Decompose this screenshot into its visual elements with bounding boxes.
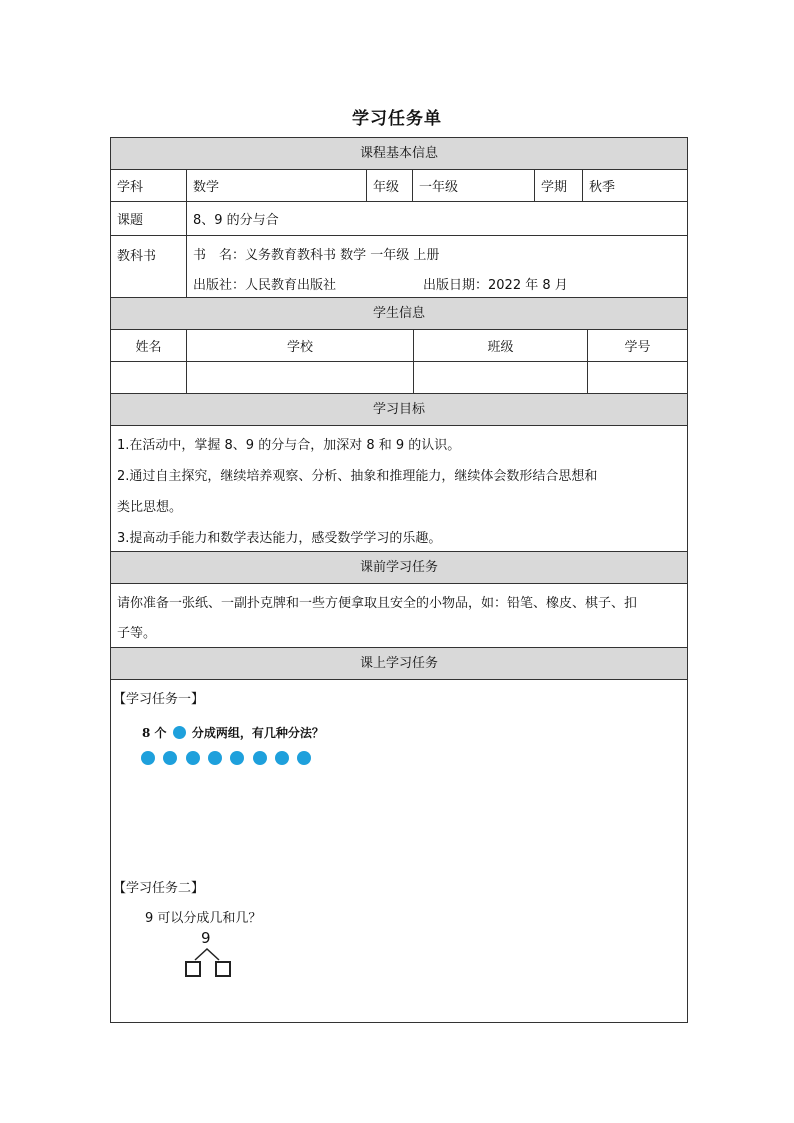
- answer-box-left[interactable]: [185, 961, 201, 977]
- name-field[interactable]: [111, 362, 187, 393]
- task1-question-suffix: 分成两组，有几种分法？: [191, 726, 324, 740]
- section-in-class: 课上学习任务: [111, 648, 687, 680]
- task1-heading: 【学习任务一】: [113, 692, 205, 707]
- section-goals: 学习目标: [111, 394, 687, 426]
- textbook-info: [187, 236, 687, 297]
- counter-dot: [163, 751, 177, 765]
- counter-dot: [208, 751, 222, 765]
- pre-task-line: 子等。: [117, 626, 157, 641]
- answer-box-right[interactable]: [215, 961, 231, 977]
- split-number: 9: [201, 929, 211, 947]
- header-student-id: 学号: [624, 340, 651, 355]
- counter-dot: [141, 751, 155, 765]
- pre-class-block: [111, 584, 687, 648]
- page-title: 学习任务单: [352, 109, 442, 129]
- section-course-info: 课程基本信息: [111, 138, 687, 170]
- pre-task-line: 请你准备一张纸、一副扑克牌和一些方便拿取且安全的小物品，如：铅笔、橡皮、棋子、扣: [117, 596, 638, 611]
- publish-date: 出版日期：2022 年 8 月: [423, 278, 568, 293]
- counter-dot: [253, 751, 267, 765]
- class-field[interactable]: [414, 362, 588, 393]
- student-value-row: [111, 362, 687, 394]
- counter-dot: [297, 751, 311, 765]
- grade-value: 一年级: [413, 170, 535, 201]
- course-row-subject: [111, 170, 687, 202]
- counter-dot: [275, 751, 289, 765]
- in-class-block: [111, 680, 687, 1022]
- counter-dot: [186, 751, 200, 765]
- goal-item: 3.提高动手能力和数学表达能力，感受数学学习的乐趣。: [117, 531, 442, 546]
- blue-dot-icon: [173, 726, 186, 739]
- student-header-row: [111, 330, 687, 362]
- goals-block: [111, 426, 687, 552]
- goal-item: 1.在活动中，掌握 8、9 的分与合，加深对 8 和 9 的认识。: [117, 438, 461, 453]
- grade-label: 年级: [367, 170, 413, 201]
- book-name: 书 名：义务教育教科书 数学 一年级 上册: [193, 248, 440, 263]
- subject-label: 学科: [111, 170, 187, 201]
- term-label: 学期: [535, 170, 583, 201]
- header-class: 班级: [414, 330, 588, 361]
- task2-question: 9 可以分成几和几？: [145, 911, 262, 926]
- topic-value: 8、9 的分与合: [193, 213, 279, 228]
- textbook-label: 教科书: [111, 236, 187, 297]
- split-diagram: [183, 929, 235, 979]
- section-pre-class: 课前学习任务: [111, 552, 687, 584]
- term-value: 秋季: [589, 180, 616, 195]
- task2-heading: 【学习任务二】: [113, 881, 205, 896]
- counter-dot: [230, 751, 244, 765]
- header-school: 学校: [187, 330, 414, 361]
- task1-question-prefix: 8 个: [142, 726, 167, 740]
- subject-value: 数学: [187, 170, 367, 201]
- course-row-topic: [111, 202, 687, 236]
- dot-row: [141, 751, 321, 767]
- goal-item: 2.通过自主探究，继续培养观察、分析、抽象和推理能力，继续体会数形结合思想和: [117, 469, 598, 484]
- student-id-field[interactable]: [588, 362, 687, 393]
- task1-question: [142, 724, 324, 741]
- publisher: 出版社：人民教育出版社: [193, 278, 337, 293]
- course-row-textbook: [111, 236, 687, 298]
- goal-item: 类比思想。: [117, 500, 183, 515]
- school-field[interactable]: [187, 362, 414, 393]
- task-sheet-table: [110, 137, 688, 1023]
- section-student-info: 学生信息: [111, 298, 687, 330]
- header-name: 姓名: [111, 330, 187, 361]
- topic-label: 课题: [111, 202, 187, 235]
